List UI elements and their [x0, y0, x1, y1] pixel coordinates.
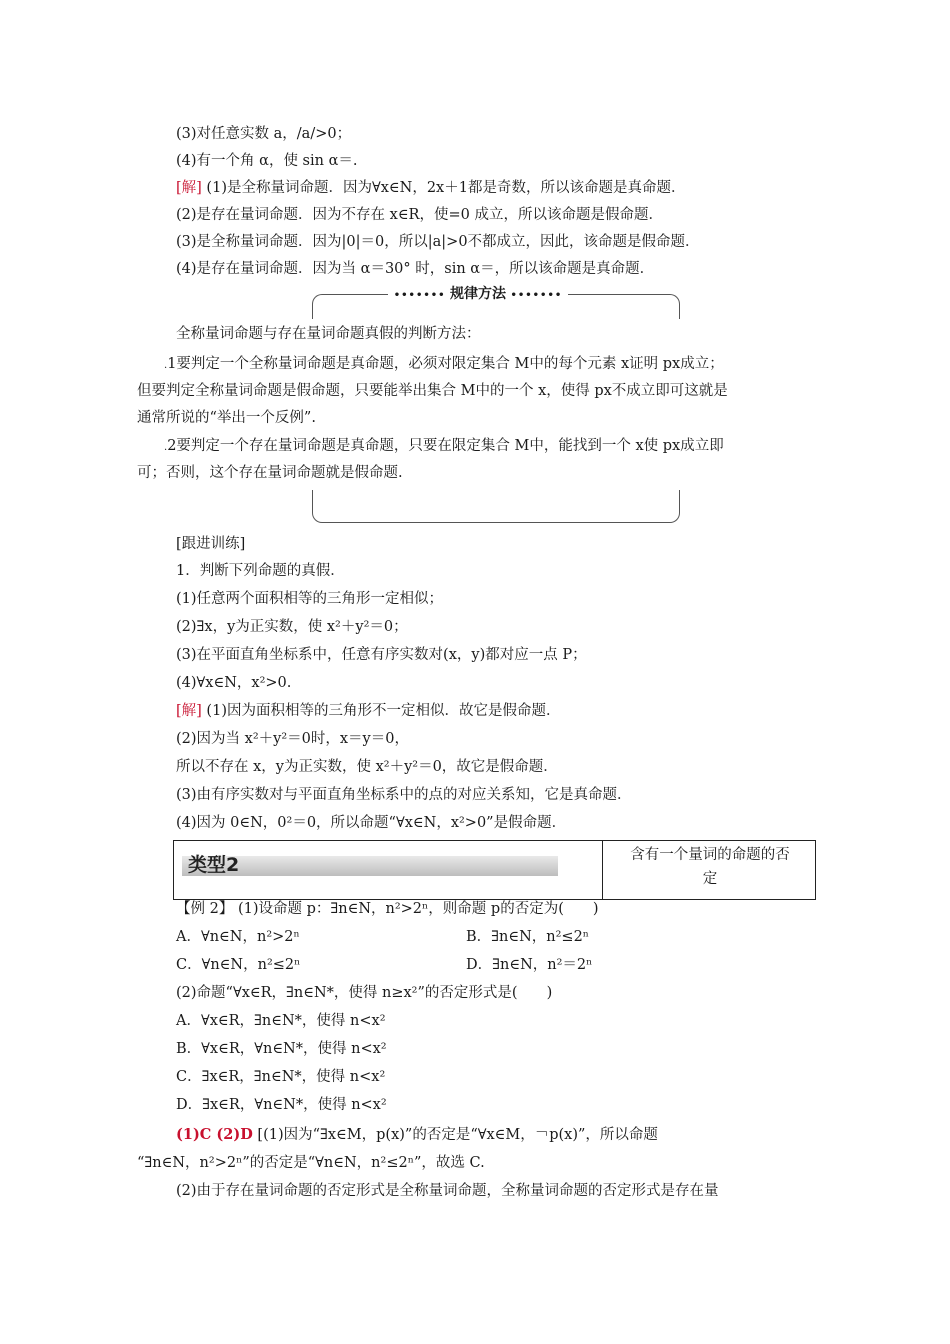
option-c: C．∀n∈N，n²≤2ⁿ: [176, 957, 301, 973]
text-line: (4)有一个角 α，使 sin α＝.: [176, 153, 358, 169]
text-line: (4)是存在量词命题．因为当 α＝30° 时，sin α＝，所以该命题是真命题．: [176, 261, 655, 277]
method-text: 可；否则，这个存在量词命题就是假命题.: [137, 465, 403, 481]
text-line: (1)是全称量词命题．因为∀x∈N，2x＋1都是奇数，所以该命题是真命题．: [201, 180, 686, 196]
text-line: (1)设命题 p：∃n∈N，n²>2ⁿ，则命题 p的否定为( ): [233, 901, 599, 917]
solution-line: [176, 178, 685, 198]
solution-tag: [解]: [176, 703, 202, 719]
option-d: D．∃n∈N，n²＝2ⁿ: [466, 957, 593, 973]
text-line: (4)∀x∈N，x²>0.: [176, 675, 292, 691]
method-text: 但要判定全称量词命题是假命题，只要能举出集合 M中的一个 x，使得 px不成立即可这就是: [137, 383, 728, 399]
text-line: (4)因为 0∈N，0²＝0，所以命题“∀x∈N，x²>0”是假命题．: [176, 815, 567, 831]
type-title-line: 含有一个量词的命题的否: [630, 847, 790, 863]
example-stem: (2)命题“∀x∈R，∃n∈N*，使得 n≥x²”的否定形式是( ): [176, 985, 553, 1001]
option-d: D．∃x∈R，∀n∈N*，使得 n<x²: [176, 1097, 387, 1113]
method-label: ••••••• 规律方法 •••••••: [388, 285, 568, 305]
method-frame-bottom: [312, 490, 680, 523]
answer-key: (1)C (2)D: [176, 1126, 253, 1143]
practice-question: 1．判断下列命题的真假．: [176, 563, 345, 579]
option-b: B．∀x∈R，∀n∈N*，使得 n<x²: [176, 1041, 387, 1057]
type-label: 类型2: [188, 854, 240, 876]
option-c: C．∃x∈R，∃n∈N*，使得 n<x²: [176, 1069, 386, 1085]
option-a: A．∀x∈R，∃n∈N*，使得 n<x²: [176, 1013, 386, 1029]
practice-header: [跟进训练]: [176, 536, 246, 552]
type-header-box: [173, 840, 816, 900]
solution-tag: [解]: [176, 180, 202, 196]
text-line: “∃n∈N，n²>2ⁿ”的否定是“∀n∈N，n²≤2ⁿ”，故选 C.: [137, 1155, 485, 1171]
text-line: (3)在平面直角坐标系中，任意有序实数对(x，y)都对应一点 P；: [176, 647, 587, 663]
type-title: [610, 843, 810, 891]
type-title-line: 定: [702, 871, 718, 887]
text-line: 2要判定一个存在量词命题是真命题，只要在限定集合 M中，能找到一个 x使 px成立即: [167, 438, 724, 454]
text-line: (2)由于存在量词命题的否定形式是全称量词命题，全称量词命题的否定形式是存在量: [176, 1183, 719, 1199]
text-line: (3)是全称量词命题．因为|0|＝0，所以|a|>0不都成立，因此，该命题是假命题．: [176, 234, 700, 250]
example-label: 【例 2】: [176, 901, 234, 917]
method-intro: 全称量词命题与存在量词命题真假的判断方法：: [176, 326, 481, 342]
text-line: (1)因为面积相等的三角形不一定相似．故它是假命题．: [201, 703, 561, 719]
text-line: (3)对任意实数 a，/a/>0；: [176, 126, 352, 142]
text-line: (1)任意两个面积相等的三角形一定相似；: [176, 591, 444, 607]
method-label-text: 规律方法: [450, 286, 506, 302]
example-stem: [176, 899, 599, 919]
text-line: [(1)因为“∃x∈M，p(x)”的否定是“∀x∈M，￢p(x)”，所以命题: [252, 1127, 658, 1143]
method-text: .2要判定一个存在量词命题是真命题，只要在限定集合 M中，能找到一个 x使 px成立即: [164, 438, 724, 454]
option-a: A．∀n∈N，n²>2ⁿ: [176, 929, 300, 945]
method-text: 通常所说的“举出一个反例”.: [137, 410, 316, 426]
option-b: B．∃n∈N，n²≤2ⁿ: [466, 929, 590, 945]
method-text: .1要判定一个全称量词命题是真命题，必须对限定集合 M中的每个元素 x证明 px成立；: [164, 356, 724, 372]
solution-line: [176, 701, 560, 721]
text-line: (2)是存在量词命题．因为不存在 x∈R，使=0 成立，所以该命题是假命题．: [176, 207, 663, 223]
type-label-cell: [174, 841, 603, 899]
answer-line: [176, 1125, 658, 1145]
text-line: 所以不存在 x，y为正实数，使 x²＋y²＝0，故它是假命题．: [176, 759, 558, 775]
text-line: (2)因为当 x²＋y²＝0时，x＝y＝0，: [176, 731, 409, 747]
text-line: (3)由有序实数对与平面直角坐标系中的点的对应关系知，它是真命题．: [176, 787, 632, 803]
text-line: (2)∃x，y为正实数，使 x²＋y²＝0；: [176, 619, 408, 635]
text-line: 1要判定一个全称量词命题是真命题，必须对限定集合 M中的每个元素 x证明 px成立；: [167, 356, 724, 372]
